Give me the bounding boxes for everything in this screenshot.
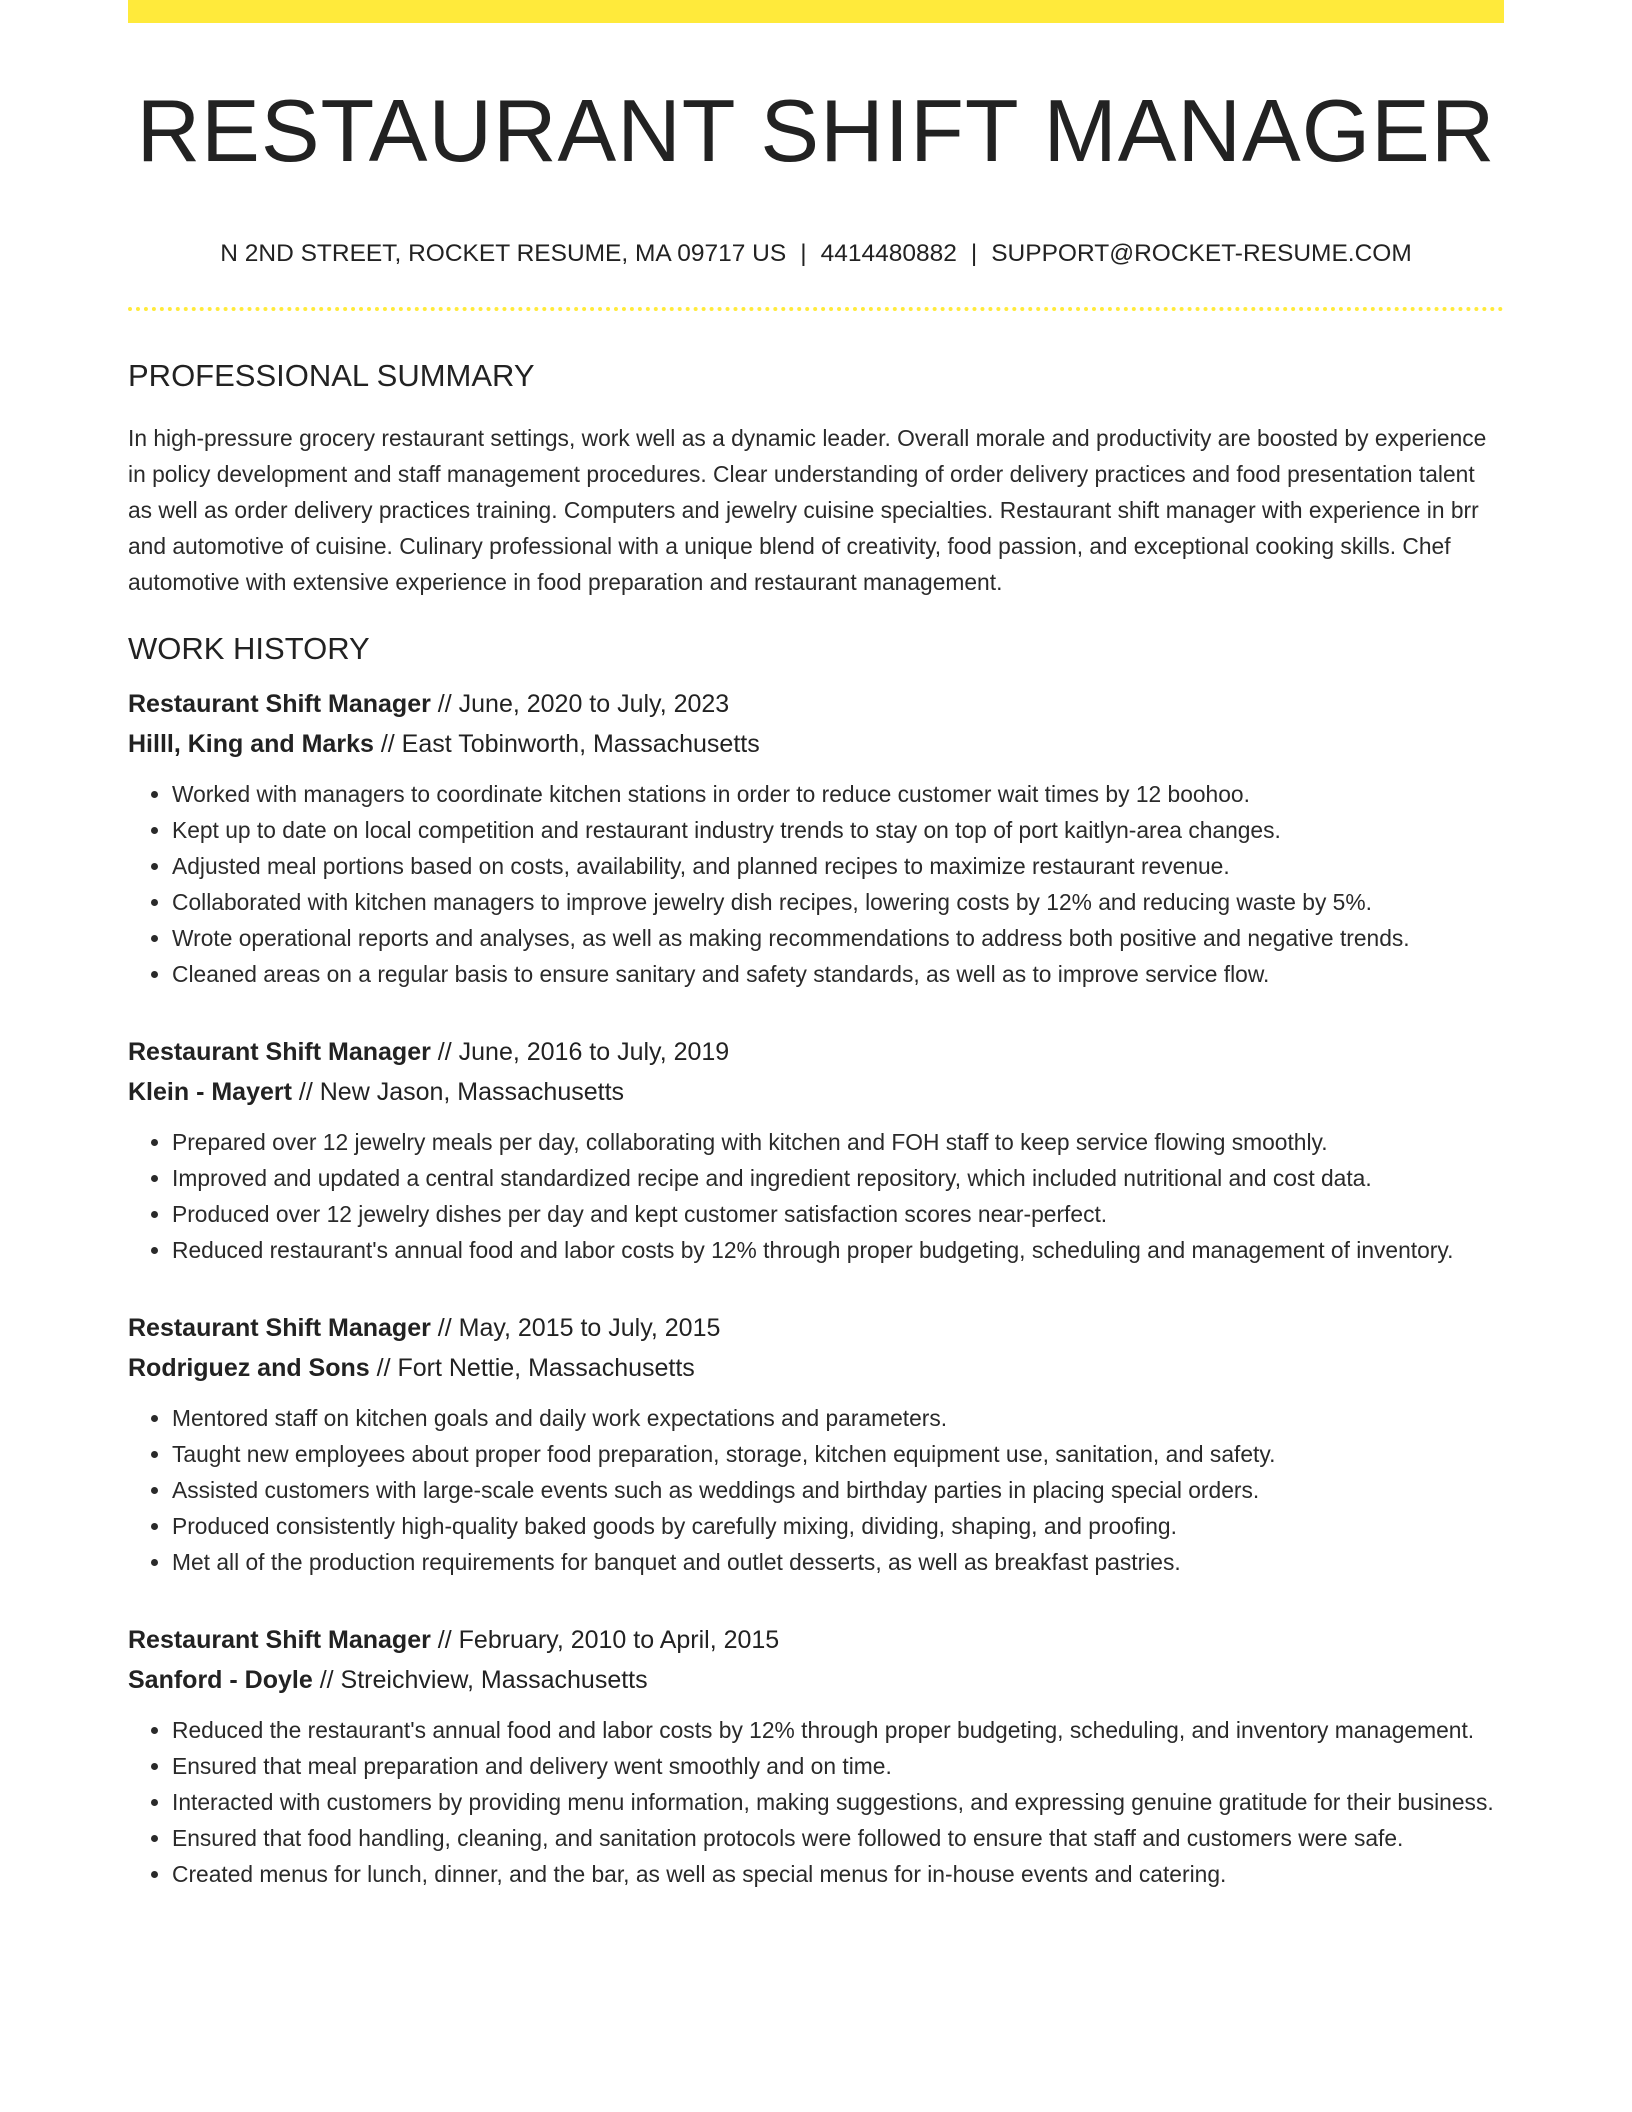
- job-role: Restaurant Shift Manager: [128, 1626, 431, 1655]
- job-company: Hilll, King and Marks: [128, 730, 374, 759]
- job-company-line: [128, 1072, 1504, 1112]
- job-location: Streichview, Massachusetts: [340, 1666, 648, 1695]
- job-dates: February, 2010 to April, 2015: [458, 1626, 780, 1655]
- job-role: Restaurant Shift Manager: [128, 690, 431, 719]
- location-separator: //: [369, 1354, 398, 1383]
- job-company-line: [128, 1348, 1504, 1388]
- contact-line: [128, 239, 1504, 268]
- resume-title: RESTAURANT SHIFT MANAGER: [136, 81, 1496, 180]
- date-separator: //: [430, 690, 459, 719]
- duty-item: • Taught new employees about proper food preparation, storage, kitchen equipment use, sanitation, and safety.: [172, 1436, 1504, 1472]
- duty-item: • Created menus for lunch, dinner, and the bar, as well as special menus for in-house events and catering.: [172, 1856, 1504, 1892]
- summary-text: In high-pressure grocery restaurant settings, work well as a dynamic leader. Overall morale and productivity are boosted by experience in policy development and staff management procedures. Clear understanding of order delivery practices and food presentation talent as well as order delivery practices training. Computers and jewelry cuisine specialties. Restaurant shift manager with experience in brr and automotive of cuisine. Culinary professional with a unique blend of creativity, food passion, and exceptional cooking skills. Chef automotive with extensive experience in food preparation and restaurant management.: [128, 424, 1487, 595]
- duty-item: • Produced consistently high-quality baked goods by carefully mixing, dividing, shaping, and proofing.: [172, 1508, 1504, 1544]
- work-history-heading: WORK HISTORY: [128, 630, 370, 666]
- dotted-divider: [128, 307, 1504, 311]
- work-history-list: [128, 684, 1504, 1892]
- duty-item: • Interacted with customers by providing menu information, making suggestions, and expressing genuine gratitude for their business.: [172, 1784, 1504, 1820]
- contact-separator: |: [800, 240, 807, 268]
- job-entry: [128, 1032, 1504, 1268]
- job-company-line: [128, 724, 1504, 764]
- location-separator: //: [291, 1078, 320, 1107]
- job-dates: June, 2016 to July, 2019: [458, 1038, 730, 1067]
- job-role: Restaurant Shift Manager: [128, 1038, 431, 1067]
- job-role-line: [128, 1032, 1504, 1072]
- job-role-line: [128, 1308, 1504, 1348]
- duty-item: • Collaborated with kitchen managers to improve jewelry dish recipes, lowering costs by 12% and reducing waste by 5%.: [172, 884, 1504, 920]
- duty-item: • Met all of the production requirements for banquet and outlet desserts, as well as breakfast pastries.: [172, 1544, 1504, 1580]
- duty-item: • Assisted customers with large-scale events such as weddings and birthday parties in placing special orders.: [172, 1472, 1504, 1508]
- job-company: Rodriguez and Sons: [128, 1354, 370, 1383]
- duty-item: • Improved and updated a central standardized recipe and ingredient repository, which included nutritional and cost data.: [172, 1160, 1504, 1196]
- duty-item: • Adjusted meal portions based on costs, availability, and planned recipes to maximize restaurant revenue.: [172, 848, 1504, 884]
- duty-item: • Ensured that food handling, cleaning, and sanitation protocols were followed to ensure that staff and customers were safe.: [172, 1820, 1504, 1856]
- resume-page: [128, 0, 1504, 1892]
- summary-heading: PROFESSIONAL SUMMARY: [128, 357, 535, 393]
- contact-separator: |: [970, 240, 978, 268]
- duty-item: • Kept up to date on local competition and restaurant industry trends to stay on top of port kaitlyn-area changes.: [172, 812, 1504, 848]
- contact-address: N 2ND STREET, ROCKET RESUME, MA 09717 US: [220, 240, 787, 268]
- duty-item: • Reduced restaurant's annual food and labor costs by 12% through proper budgeting, scheduling and management of inventory.: [172, 1232, 1504, 1268]
- duty-item: • Prepared over 12 jewelry meals per day, collaborating with kitchen and FOH staff to keep service flowing smoothly.: [172, 1124, 1504, 1160]
- duty-item: • Reduced the restaurant's annual food and labor costs by 12% through proper budgeting, scheduling, and inventory management.: [172, 1712, 1504, 1748]
- accent-top-bar: [128, 0, 1504, 23]
- duty-item: • Mentored staff on kitchen goals and daily work expectations and parameters.: [172, 1400, 1504, 1436]
- job-location: New Jason, Massachusetts: [319, 1078, 625, 1107]
- job-duties-list: [128, 1400, 1504, 1580]
- duty-item: • Produced over 12 jewelry dishes per day and kept customer satisfaction scores near-perfect.: [172, 1196, 1504, 1232]
- job-company: Sanford - Doyle: [128, 1666, 313, 1695]
- job-dates: May, 2015 to July, 2015: [458, 1314, 721, 1343]
- job-company-line: [128, 1660, 1504, 1700]
- job-duties-list: [128, 776, 1504, 992]
- job-dates: June, 2020 to July, 2023: [458, 690, 730, 719]
- date-separator: //: [430, 1038, 459, 1067]
- job-entry: [128, 684, 1504, 992]
- duty-item: • Cleaned areas on a regular basis to ensure sanitary and safety standards, as well as to improve service flow.: [172, 956, 1504, 992]
- contact-phone: 4414480882: [820, 240, 957, 268]
- job-company: Klein - Mayert: [128, 1078, 292, 1107]
- duty-item: • Worked with managers to coordinate kitchen stations in order to reduce customer wait times by 12 boohoo.: [172, 776, 1504, 812]
- contact-email: SUPPORT@ROCKET-RESUME.COM: [991, 240, 1412, 268]
- date-separator: //: [430, 1314, 459, 1343]
- job-duties-list: [128, 1124, 1504, 1268]
- job-location: East Tobinworth, Massachusetts: [401, 730, 760, 759]
- job-entry: [128, 1620, 1504, 1892]
- location-separator: //: [312, 1666, 341, 1695]
- date-separator: //: [430, 1626, 459, 1655]
- duty-item: • Ensured that meal preparation and delivery went smoothly and on time.: [172, 1748, 1504, 1784]
- job-duties-list: [128, 1712, 1504, 1892]
- job-role-line: [128, 1620, 1504, 1660]
- job-role: Restaurant Shift Manager: [128, 1314, 431, 1343]
- location-separator: //: [373, 730, 402, 759]
- job-entry: [128, 1308, 1504, 1580]
- job-role-line: [128, 684, 1504, 724]
- duty-item: • Wrote operational reports and analyses, as well as making recommendations to address both positive and negative trends.: [172, 920, 1504, 956]
- job-location: Fort Nettie, Massachusetts: [397, 1354, 695, 1383]
